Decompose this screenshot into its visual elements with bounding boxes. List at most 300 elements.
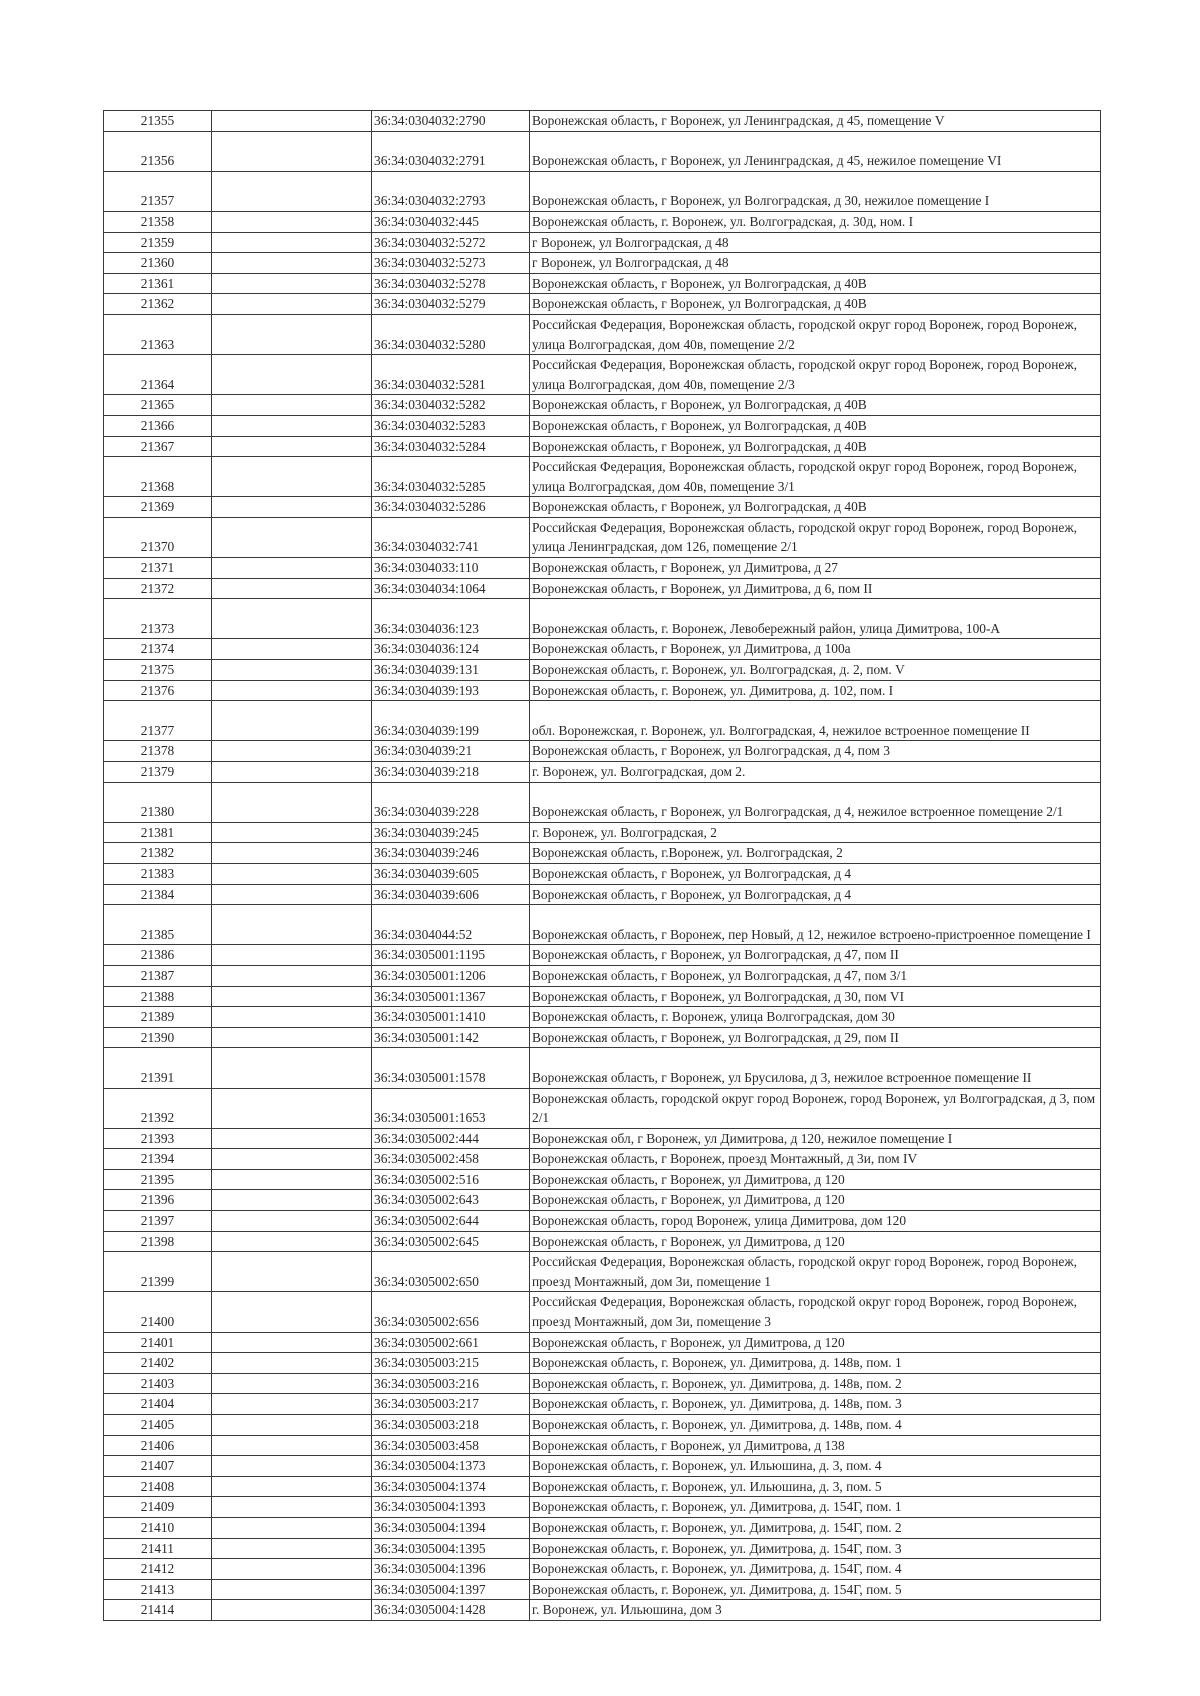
empty-cell [212,599,372,639]
row-number-cell: 21380 [104,782,212,822]
empty-cell [212,415,372,436]
table-row [104,578,1101,599]
cadastral-number-cell: 36:34:0304039:606 [372,884,530,905]
row-number-cell: 21412 [104,1559,212,1580]
address-cell: Воронежская область, г Воронеж, проезд Монтажный, д 3и, пом IV [530,1149,1101,1170]
cadastral-number-cell: 36:34:0305001:1206 [372,965,530,986]
address-cell: Воронежская область, г Воронеж, ул Волгоградская, д 30, нежилое помещение I [530,171,1101,211]
address-cell: Воронежская область, г. Воронеж, ул. Димитрова, д. 154Г, пом. 5 [530,1579,1101,1600]
empty-cell [212,578,372,599]
row-number-cell: 21372 [104,578,212,599]
table-row [104,211,1101,232]
row-number-cell: 21378 [104,741,212,762]
address-cell: Воронежская область, г Воронеж, ул Волгоградская, д 4, нежилое встроенное помещение 2/1 [530,782,1101,822]
empty-cell [212,111,372,132]
address-cell: Воронежская область, г Воронеж, ул Димитрова, д 27 [530,558,1101,579]
address-cell: Воронежская область, г. Воронеж, ул. Димитрова, д. 148в, пом. 2 [530,1373,1101,1394]
table-row [104,395,1101,416]
table-row [104,558,1101,579]
address-cell: Воронежская область, г Воронеж, ул Ленинградская, д 45, нежилое помещение VI [530,131,1101,171]
empty-cell [212,1579,372,1600]
row-number-cell: 21366 [104,415,212,436]
table-row [104,782,1101,822]
row-number-cell: 21396 [104,1190,212,1211]
address-cell: Российская Федерация, Воронежская область, городской округ город Воронеж, город Воронеж, улица Волгоградская, дом 40в, помещение 2/3 [530,355,1101,395]
empty-cell [212,680,372,701]
address-cell: Воронежская область, г Воронеж, ул Димитрова, д 6, пом II [530,578,1101,599]
table-row [104,701,1101,741]
table-row [104,599,1101,639]
empty-cell [212,1149,372,1170]
cadastral-number-cell: 36:34:0304032:5280 [372,314,530,354]
table-row [104,1476,1101,1497]
address-cell: Российская Федерация, Воронежская область, городской округ город Воронеж, город Воронеж, улица Ленинградская, дом 126, помещение 2/1 [530,517,1101,557]
cadastral-number-cell: 36:34:0305001:1367 [372,986,530,1007]
empty-cell [212,1415,372,1436]
cadastral-number-cell: 36:34:0304032:5282 [372,395,530,416]
cadastral-number-cell: 36:34:0305002:458 [372,1149,530,1170]
table-row [104,1231,1101,1252]
address-cell: Воронежская область, г Воронеж, ул Волгоградская, д 4, пом 3 [530,741,1101,762]
address-cell: Воронежская область, г Воронеж, ул Волгоградская, д 40В [530,395,1101,416]
cadastral-number-cell: 36:34:0305002:650 [372,1252,530,1292]
table-row [104,1373,1101,1394]
row-number-cell: 21405 [104,1415,212,1436]
address-cell: Воронежская область, г. Воронеж, ул. Димитрова, д. 154Г, пом. 4 [530,1559,1101,1580]
table-row [104,273,1101,294]
table-row [104,1048,1101,1088]
address-cell: Воронежская область, г. Воронеж, ул. Димитрова, д. 148в, пом. 1 [530,1353,1101,1374]
table-row [104,1497,1101,1518]
address-cell: Воронежская область, г Воронеж, ул Волгоградская, д 40В [530,273,1101,294]
row-number-cell: 21377 [104,701,212,741]
address-cell: Воронежская область, г. Воронеж, ул. Волгоградская, д. 2, пом. V [530,660,1101,681]
row-number-cell: 21365 [104,395,212,416]
empty-cell [212,355,372,395]
empty-cell [212,1538,372,1559]
row-number-cell: 21383 [104,863,212,884]
row-number-cell: 21361 [104,273,212,294]
cadastral-number-cell: 36:34:0304034:1064 [372,578,530,599]
cadastral-number-cell: 36:34:0305001:142 [372,1027,530,1048]
address-cell: Воронежская область, г Воронеж, ул Волгоградская, д 40В [530,497,1101,518]
empty-cell [212,131,372,171]
table-row [104,1579,1101,1600]
cadastral-number-cell: 36:34:0304032:5286 [372,497,530,518]
row-number-cell: 21381 [104,822,212,843]
empty-cell [212,273,372,294]
address-cell: Воронежская область, г. Воронеж, ул. Ильюшина, д. 3, пом. 4 [530,1456,1101,1477]
empty-cell [212,1169,372,1190]
table-row [104,945,1101,966]
registry-table-body [104,111,1101,1621]
empty-cell [212,1559,372,1580]
empty-cell [212,1456,372,1477]
table-row [104,639,1101,660]
table-row [104,131,1101,171]
row-number-cell: 21410 [104,1517,212,1538]
cadastral-number-cell: 36:34:0305003:217 [372,1394,530,1415]
cadastral-number-cell: 36:34:0304044:52 [372,905,530,945]
table-row [104,314,1101,354]
cadastral-number-cell: 36:34:0304032:5278 [372,273,530,294]
cadastral-number-cell: 36:34:0304032:2790 [372,111,530,132]
empty-cell [212,762,372,783]
address-cell: Воронежская область, г Воронеж, ул Волгоградская, д 40В [530,415,1101,436]
address-cell: Воронежская область, г Воронеж, ул Волгоградская, д 30, пом VI [530,986,1101,1007]
table-row [104,111,1101,132]
empty-cell [212,1332,372,1353]
row-number-cell: 21364 [104,355,212,395]
address-cell: Воронежская область, г Воронеж, пер Новый, д 12, нежилое встроено-пристроенное помещение I [530,905,1101,945]
empty-cell [212,905,372,945]
address-cell: Воронежская область, г Воронеж, ул Волгоградская, д 40В [530,436,1101,457]
row-number-cell: 21382 [104,843,212,864]
table-row [104,415,1101,436]
cadastral-number-cell: 36:34:0305001:1578 [372,1048,530,1088]
cadastral-number-cell: 36:34:0305004:1373 [372,1456,530,1477]
table-row [104,1128,1101,1149]
address-cell: Воронежская область, г Воронеж, ул Волгоградская, д 4 [530,863,1101,884]
table-row [104,294,1101,315]
address-cell: Российская Федерация, Воронежская область, городской округ город Воронеж, город Воронеж, проезд Монтажный, дом 3и, помещение 1 [530,1252,1101,1292]
address-cell: Воронежская область, г. Воронеж, ул. Димитрова, д. 154Г, пом. 1 [530,1497,1101,1518]
cadastral-number-cell: 36:34:0305004:1428 [372,1600,530,1621]
address-cell: Воронежская обл, г Воронеж, ул Димитрова, д 120, нежилое помещение I [530,1128,1101,1149]
cadastral-number-cell: 36:34:0305004:1395 [372,1538,530,1559]
address-cell: Воронежская область, г. Воронеж, ул. Димитрова, д. 154Г, пом. 2 [530,1517,1101,1538]
table-row [104,843,1101,864]
empty-cell [212,314,372,354]
row-number-cell: 21384 [104,884,212,905]
empty-cell [212,457,372,497]
cadastral-number-cell: 36:34:0304032:5272 [372,232,530,253]
row-number-cell: 21385 [104,905,212,945]
table-row [104,1559,1101,1580]
row-number-cell: 21392 [104,1088,212,1128]
row-number-cell: 21394 [104,1149,212,1170]
empty-cell [212,1128,372,1149]
table-row [104,1456,1101,1477]
cadastral-number-cell: 36:34:0305004:1394 [372,1517,530,1538]
row-number-cell: 21401 [104,1332,212,1353]
address-cell: Воронежская область, г Воронеж, ул Димитрова, д 120 [530,1169,1101,1190]
table-row [104,660,1101,681]
row-number-cell: 21389 [104,1007,212,1028]
address-cell: Воронежская область, г. Воронеж, Левобережный район, улица Димитрова, 100-А [530,599,1101,639]
cadastral-number-cell: 36:34:0305003:218 [372,1415,530,1436]
cadastral-number-cell: 36:34:0305002:516 [372,1169,530,1190]
empty-cell [212,1435,372,1456]
table-row [104,905,1101,945]
table-row [104,965,1101,986]
cadastral-number-cell: 36:34:0304039:131 [372,660,530,681]
address-cell: Воронежская область, г Воронеж, ул Волгоградская, д 40В [530,294,1101,315]
table-row [104,680,1101,701]
cadastral-number-cell: 36:34:0304039:199 [372,701,530,741]
empty-cell [212,965,372,986]
address-cell: Воронежская область, г Воронеж, ул Димитрова, д 120 [530,1231,1101,1252]
row-number-cell: 21358 [104,211,212,232]
cadastral-number-cell: 36:34:0305004:1396 [372,1559,530,1580]
row-number-cell: 21363 [104,314,212,354]
empty-cell [212,741,372,762]
empty-cell [212,294,372,315]
table-row [104,436,1101,457]
table-row [104,1027,1101,1048]
address-cell: Воронежская область, г Воронеж, ул Димитрова, д 100а [530,639,1101,660]
row-number-cell: 21373 [104,599,212,639]
table-row [104,232,1101,253]
row-number-cell: 21408 [104,1476,212,1497]
empty-cell [212,843,372,864]
row-number-cell: 21359 [104,232,212,253]
empty-cell [212,1088,372,1128]
address-cell: Воронежская область, г. Воронеж, ул. Ильюшина, д. 3, пом. 5 [530,1476,1101,1497]
row-number-cell: 21376 [104,680,212,701]
cadastral-number-cell: 36:34:0304032:5284 [372,436,530,457]
table-row [104,884,1101,905]
cadastral-number-cell: 36:34:0304039:21 [372,741,530,762]
empty-cell [212,253,372,274]
row-number-cell: 21355 [104,111,212,132]
empty-cell [212,171,372,211]
cadastral-number-cell: 36:34:0305003:216 [372,1373,530,1394]
cadastral-number-cell: 36:34:0305001:1410 [372,1007,530,1028]
cadastral-number-cell: 36:34:0305004:1393 [372,1497,530,1518]
address-cell: г Воронеж, ул Волгоградская, д 48 [530,232,1101,253]
cadastral-number-cell: 36:34:0305003:215 [372,1353,530,1374]
row-number-cell: 21395 [104,1169,212,1190]
cadastral-number-cell: 36:34:0305002:643 [372,1190,530,1211]
address-cell: Российская Федерация, Воронежская область, городской округ город Воронеж, город Воронеж, проезд Монтажный, дом 3и, помещение 3 [530,1292,1101,1332]
table-row [104,986,1101,1007]
row-number-cell: 21399 [104,1252,212,1292]
address-cell: Воронежская область, г. Воронеж, ул. Димитрова, д. 154Г, пом. 3 [530,1538,1101,1559]
table-row [104,863,1101,884]
row-number-cell: 21411 [104,1538,212,1559]
table-row [104,1435,1101,1456]
cadastral-number-cell: 36:34:0305004:1397 [372,1579,530,1600]
row-number-cell: 21404 [104,1394,212,1415]
empty-cell [212,1497,372,1518]
address-cell: Воронежская область, г Воронеж, ул Ленинградская, д 45, помещение V [530,111,1101,132]
cadastral-number-cell: 36:34:0305002:645 [372,1231,530,1252]
empty-cell [212,1517,372,1538]
property-registry-table [103,110,1101,1621]
table-row [104,1600,1101,1621]
cadastral-number-cell: 36:34:0304032:2791 [372,131,530,171]
cadastral-number-cell: 36:34:0305002:444 [372,1128,530,1149]
table-row [104,1252,1101,1292]
empty-cell [212,1600,372,1621]
cadastral-number-cell: 36:34:0304032:445 [372,211,530,232]
cadastral-number-cell: 36:34:0305002:656 [372,1292,530,1332]
row-number-cell: 21387 [104,965,212,986]
empty-cell [212,1007,372,1028]
cadastral-number-cell: 36:34:0304032:5283 [372,415,530,436]
empty-cell [212,884,372,905]
empty-cell [212,395,372,416]
row-number-cell: 21406 [104,1435,212,1456]
address-cell: Воронежская область, г Воронеж, ул Димитрова, д 120 [530,1332,1101,1353]
address-cell: г Воронеж, ул Волгоградская, д 48 [530,253,1101,274]
row-number-cell: 21414 [104,1600,212,1621]
row-number-cell: 21360 [104,253,212,274]
table-row [104,741,1101,762]
empty-cell [212,945,372,966]
table-row [104,1169,1101,1190]
row-number-cell: 21375 [104,660,212,681]
empty-cell [212,497,372,518]
row-number-cell: 21413 [104,1579,212,1600]
row-number-cell: 21388 [104,986,212,1007]
table-row [104,253,1101,274]
empty-cell [212,863,372,884]
empty-cell [212,1394,372,1415]
table-row [104,822,1101,843]
address-cell: Воронежская область, город Воронеж, улица Димитрова, дом 120 [530,1211,1101,1232]
empty-cell [212,639,372,660]
empty-cell [212,1353,372,1374]
row-number-cell: 21374 [104,639,212,660]
address-cell: Воронежская область, г Воронеж, ул Волгоградская, д 47, пом II [530,945,1101,966]
cadastral-number-cell: 36:34:0305004:1374 [372,1476,530,1497]
address-cell: Российская Федерация, Воронежская область, городской округ город Воронеж, город Воронеж, улица Волгоградская, дом 40в, помещение 2/2 [530,314,1101,354]
row-number-cell: 21371 [104,558,212,579]
cadastral-number-cell: 36:34:0305002:661 [372,1332,530,1353]
table-row [104,1332,1101,1353]
cadastral-number-cell: 36:34:0304039:218 [372,762,530,783]
cadastral-number-cell: 36:34:0304036:124 [372,639,530,660]
cadastral-number-cell: 36:34:0305001:1195 [372,945,530,966]
row-number-cell: 21357 [104,171,212,211]
empty-cell [212,232,372,253]
cadastral-number-cell: 36:34:0304033:110 [372,558,530,579]
address-cell: г. Воронеж, ул. Волгоградская, 2 [530,822,1101,843]
table-row [104,457,1101,497]
row-number-cell: 21367 [104,436,212,457]
row-number-cell: 21402 [104,1353,212,1374]
empty-cell [212,782,372,822]
empty-cell [212,1211,372,1232]
row-number-cell: 21369 [104,497,212,518]
table-row [104,1538,1101,1559]
row-number-cell: 21368 [104,457,212,497]
row-number-cell: 21398 [104,1231,212,1252]
empty-cell [212,1027,372,1048]
table-row [104,1088,1101,1128]
cadastral-number-cell: 36:34:0305003:458 [372,1435,530,1456]
row-number-cell: 21407 [104,1456,212,1477]
cadastral-number-cell: 36:34:0305001:1653 [372,1088,530,1128]
table-row [104,762,1101,783]
table-row [104,1292,1101,1332]
row-number-cell: 21409 [104,1497,212,1518]
table-row [104,171,1101,211]
table-row [104,1517,1101,1538]
row-number-cell: 21362 [104,294,212,315]
row-number-cell: 21390 [104,1027,212,1048]
empty-cell [212,701,372,741]
address-cell: Воронежская область, г. Воронеж, улица Волгоградская, дом 30 [530,1007,1101,1028]
empty-cell [212,558,372,579]
cadastral-number-cell: 36:34:0304032:5285 [372,457,530,497]
row-number-cell: 21400 [104,1292,212,1332]
address-cell: г. Воронеж, ул. Ильюшина, дом 3 [530,1600,1101,1621]
cadastral-number-cell: 36:34:0304039:245 [372,822,530,843]
address-cell: Воронежская область, г Воронеж, ул Димитрова, д 120 [530,1190,1101,1211]
row-number-cell: 21403 [104,1373,212,1394]
row-number-cell: 21393 [104,1128,212,1149]
row-number-cell: 21379 [104,762,212,783]
empty-cell [212,211,372,232]
address-cell: Воронежская область, г Воронеж, ул Волгоградская, д 4 [530,884,1101,905]
address-cell: обл. Воронежская, г. Воронеж, ул. Волгоградская, 4, нежилое встроенное помещение II [530,701,1101,741]
address-cell: Воронежская область, г.Воронеж, ул. Волгоградская, 2 [530,843,1101,864]
table-row [104,517,1101,557]
cadastral-number-cell: 36:34:0304032:5281 [372,355,530,395]
table-row [104,1149,1101,1170]
table-row [104,1415,1101,1436]
cadastral-number-cell: 36:34:0304032:2793 [372,171,530,211]
empty-cell [212,822,372,843]
address-cell: г. Воронеж, ул. Волгоградская, дом 2. [530,762,1101,783]
empty-cell [212,1373,372,1394]
empty-cell [212,517,372,557]
address-cell: Воронежская область, городской округ город Воронеж, город Воронеж, ул Волгоградская, д 3, пом 2/1 [530,1088,1101,1128]
empty-cell [212,660,372,681]
row-number-cell: 21397 [104,1211,212,1232]
cadastral-number-cell: 36:34:0304039:228 [372,782,530,822]
cadastral-number-cell: 36:34:0304032:5273 [372,253,530,274]
cadastral-number-cell: 36:34:0304036:123 [372,599,530,639]
row-number-cell: 21370 [104,517,212,557]
cadastral-number-cell: 36:34:0304032:5279 [372,294,530,315]
table-row [104,355,1101,395]
row-number-cell: 21356 [104,131,212,171]
address-cell: Воронежская область, г Воронеж, ул Волгоградская, д 29, пом II [530,1027,1101,1048]
empty-cell [212,1190,372,1211]
cadastral-number-cell: 36:34:0304039:246 [372,843,530,864]
address-cell: Воронежская область, г Воронеж, ул Димитрова, д 138 [530,1435,1101,1456]
table-row [104,1211,1101,1232]
table-row [104,1394,1101,1415]
empty-cell [212,1292,372,1332]
address-cell: Воронежская область, г Воронеж, ул Волгоградская, д 47, пом 3/1 [530,965,1101,986]
empty-cell [212,1252,372,1292]
address-cell: Воронежская область, г. Воронеж, ул. Димитрова, д. 102, пом. I [530,680,1101,701]
row-number-cell: 21391 [104,1048,212,1088]
address-cell: Воронежская область, г Воронеж, ул Брусилова, д 3, нежилое встроенное помещение II [530,1048,1101,1088]
cadastral-number-cell: 36:34:0304039:605 [372,863,530,884]
empty-cell [212,436,372,457]
table-row [104,1353,1101,1374]
table-row [104,1190,1101,1211]
empty-cell [212,1231,372,1252]
address-cell: Воронежская область, г. Воронеж, ул. Димитрова, д. 148в, пом. 3 [530,1394,1101,1415]
address-cell: Воронежская область, г. Воронеж, ул. Димитрова, д. 148в, пом. 4 [530,1415,1101,1436]
table-row [104,1007,1101,1028]
cadastral-number-cell: 36:34:0305002:644 [372,1211,530,1232]
empty-cell [212,986,372,1007]
cadastral-number-cell: 36:34:0304032:741 [372,517,530,557]
row-number-cell: 21386 [104,945,212,966]
empty-cell [212,1048,372,1088]
table-row [104,497,1101,518]
address-cell: Российская Федерация, Воронежская область, городской округ город Воронеж, город Воронеж, улица Волгоградская, дом 40в, помещение 3/1 [530,457,1101,497]
cadastral-number-cell: 36:34:0304039:193 [372,680,530,701]
